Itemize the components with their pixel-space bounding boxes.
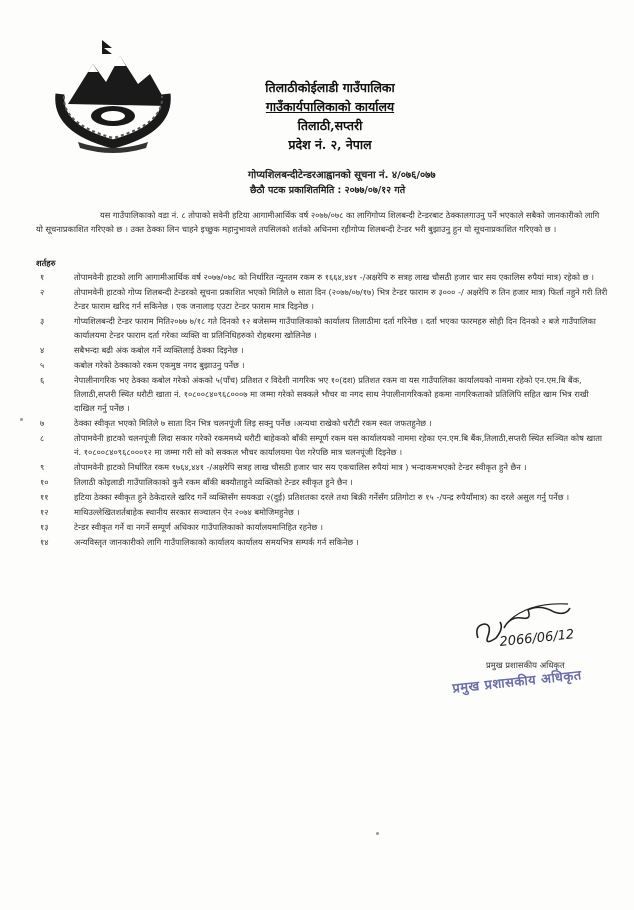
term-text: नेपालीनागरिक भए ठेक्का कबोल गरेको अंकको ५(पाँच) प्रतिशत र विदेशी नागरिक भए १०(दश) प्रतिशत रकम वा यस गाउँपालिका कार्यालयको नाममा रहेको एन.एम.बि बैंक, तिलाठी,सप्तरी स्थित धरौटी खाता नं. १०८००८४०९६८०००७ मा जम्मा गरेको सक्कले भौचर वा नगद साथ नेपालीनागरिकको हकमा नागरिकताको प्रतिलिपि सहित खाम भित्र राखी दाखिल गर्नु पर्नेछ । (74, 375, 589, 413)
term-text: कबोल गरेको ठेक्काको रकम एकमुष्ठ नगद बुझाउनु पर्नेछ । (74, 360, 245, 370)
notice-title: गोप्यशिलबन्दीटेन्डरआह्वानको सूचना नं. ४/०७६/०७७ (248, 170, 436, 181)
scan-speck (20, 418, 23, 421)
signatory-title: प्रमुख प्रशासकीय अधिकृत (486, 660, 565, 670)
term-item (40, 270, 610, 284)
terms-list (40, 270, 610, 550)
term-number: ६ (40, 375, 45, 385)
term-text: टेन्डर स्वीकृत गर्ने वा नगर्ने सम्पूर्ण अधिकार गाउँपालिकाको कार्यालयमानिहित रहनेछ । (74, 522, 323, 532)
term-text: तोपामवेनी हाटको निर्धारित रकम १७६४,४४१ -/अक्षरेपि सत्रह लाख चौसठी हजार चार सय एकचालिस रुपैयां मात्र ) भन्दाकमभएको टेन्डर स्वीकृत हुने छैन । (74, 462, 527, 472)
office-location: तिलाठी,सप्तरी (297, 118, 363, 133)
government-emblem-icon (38, 34, 188, 154)
municipality-name: तिलाठीकोईलाडी गाउँपालिका (265, 80, 395, 95)
term-item (40, 460, 610, 474)
term-item (40, 373, 610, 415)
term-text: तोपामवेनी हाटको गोप्य शिलबन्दी टेन्डरको सूचना प्रकाशित भएको मितिले ७ साता दिन (२०७७/०७/१७) भित्र टेन्डर फाराम रु ३००० -/ अक्षरेपि रु तिन हजार मात्र) फिर्ता नहुने गरी तिरी टेन्डर फाराम खरिद गर्न सकिनेछ । एक जनालाइ एउटा टेन्डर फाराम मात्र दिइनेछ । (74, 287, 608, 311)
term-number: १० (40, 477, 49, 487)
term-number: ५ (40, 360, 45, 370)
term-text: हटिया ठेक्का स्वीकृत हुने ठेकेदारले खरिद गर्ने व्यक्तिसँग सयकडा २(दुई) प्रतिशतका दरले तथा बिक्री गर्नेसँग प्रतिगोटा रु १५ -/पन्द्र रुपैयाँमात्र) का दरले असुल गर्नु पर्नेछ । (74, 492, 570, 502)
term-item (40, 285, 610, 313)
term-item (40, 314, 610, 342)
term-number: १ (40, 272, 45, 282)
term-number: ११ (40, 492, 49, 502)
office-header (210, 78, 450, 154)
term-text: तोपामवेनी हाटको चलनपूंजी लिदा सकार गरेको रकममध्ये धरौटी बाहेकको बाँकी सम्पूर्ण रकम यस कार्यालयको नाममा रहेका एन.एम.बि बैंक,तिलाठी,सप्तरी स्थित सञ्चित कोष खाता नं. १०८००८४०९६८०००१२ मा जम्मा गरी सो को सक्कल भौचर कार्यालयमा पेश गरेपछि मात्र चलनपूंजी दिइनेछ । (74, 433, 603, 457)
terms-heading: शर्तहरु (36, 258, 56, 268)
term-text: अन्यविस्तृत जानकारीको लागि गाउँपालिकाको कार्यालय कार्यालय समयभित्र सम्पर्क गर्न सकिनेछ । (74, 537, 359, 547)
term-item (40, 416, 610, 430)
term-number: ९ (40, 462, 45, 472)
term-item (40, 505, 610, 519)
term-number: ४ (40, 345, 45, 355)
term-item (40, 358, 610, 372)
term-text: तिलाठी कोइलाडी गाउँपालिकाको कुनै रकम बाँकी बक्यौताहुने व्यक्तिको टेन्डर स्वीकृत हुने छैन । (74, 477, 353, 487)
intro-paragraph: यस गाउँपालिकाको वडा नं. ८ तोपाको सवेनी हटिया आगामीआर्थिक वर्ष २०७७/०७८ का लागिगोप्य शिलबन्दी टेन्डरबाट ठेक्कालगाउनु पर्ने भएकाले सबैको जानकारीको लागि यो सूचनाप्रकाशित गरिएको छ । उक्त ठेक्का लिन चाहने इच्छुक महानुभावले तपसिलको शर्तको अधिनमा रहीगोप्य शिलबन्दी टेन्डर भरी बुझाउनु हुन यो सूचनाप्रकाशित गरिएको छ । (36, 210, 600, 234)
office-name: गाउँकार्यपालिकाको कार्यालय (265, 99, 395, 114)
handwritten-signature (470, 598, 580, 654)
term-item (40, 520, 610, 534)
term-text: सबैभन्दा बढी अंक कबोल गर्ने व्यक्तिलाई ठेक्का दिइनेछ । (74, 345, 244, 355)
term-number: ३ (40, 316, 45, 326)
term-text: गोप्यशिलबन्दी टेन्डर फाराम मिति२०७७ ७/१८ गते दिनको १२ बजेसम्म गाउँपालिकाको कार्यालय तिलाठीमा दर्ता गरिनेछ । दर्ता भएका फारमहरु सोही दिन दिनको २ बजे गाउँपालिका कार्यालयमा टेन्डर फाराम दर्ता गरेका व्यक्ति वा प्रतिनिधिहरुको रोहबरमा खोलिनेछ । (74, 316, 596, 340)
term-item (40, 343, 610, 357)
term-number: २ (40, 287, 45, 297)
term-item (40, 535, 610, 549)
province-line: प्रदेश नं. २, नेपाल (288, 137, 372, 152)
term-number: ८ (40, 433, 45, 443)
term-text: तोपामवेनी हाटको लागि आगामीआर्थिक वर्ष २०७७/०७८ को निर्धारित न्यूनतम रकम रु १६६४,४४१ -/अक्षरेपि रु सत्रह लाख चौसठी हजार चार सय एकालिस रुपैयां मात्र) रहेको छ । (74, 272, 595, 282)
term-text: ठेक्का स्वीकृत भएको मितिले ७ साता दिन भित्र चलनपूंजी लिइ सक्नु पर्नेछ ।अन्यथा राखेको धरौटी रकम स्वत जफतहुनेछ । (74, 418, 432, 428)
term-text: माथिउल्लेखितशर्तबाहेक स्थानीय सरकार सञ्चालन ऐन २०७४ बमोजिमहुनेछ । (74, 507, 300, 517)
official-stamp: प्रमुख प्रशासकीय अधिकृत (451, 668, 583, 697)
term-item (40, 490, 610, 504)
term-number: १३ (40, 522, 49, 532)
term-item (40, 431, 610, 459)
term-number: १४ (40, 537, 49, 547)
term-number: ७ (40, 418, 45, 428)
term-item (40, 475, 610, 489)
scan-speck (376, 832, 379, 835)
term-number: १२ (40, 507, 49, 517)
publish-date: छैठौ पटक प्रकाशितमिति : २०७७/०७/१२ गते (250, 185, 406, 196)
signature-date: 2066/06/12 (498, 627, 575, 650)
